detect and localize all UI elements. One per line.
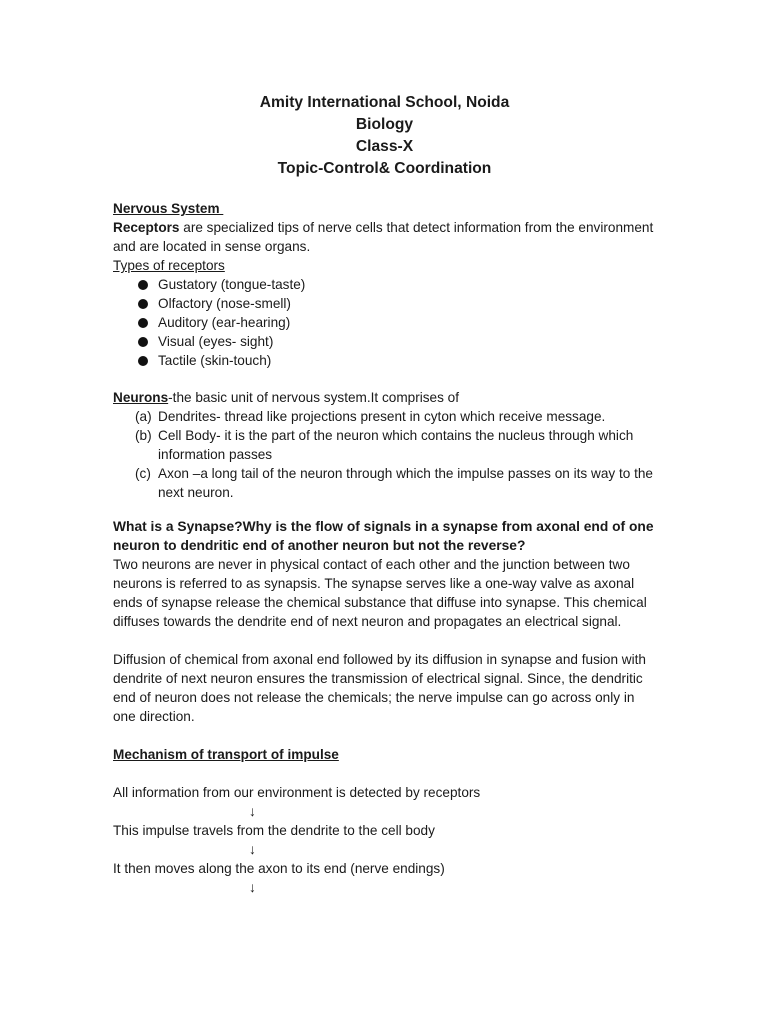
mechanism-step-3: It then moves along the axon to its end (nerve endings) [113, 861, 445, 876]
mechanism-step-2: This impulse travels from the dendrite to the cell body [113, 823, 435, 838]
receptors-text: are specialized tips of nerve cells that detect information from the environment and are located in sense organs. [113, 220, 654, 254]
neurons-text: -the basic unit of nervous system.It comprises of [168, 390, 460, 405]
nervous-system-heading: Nervous System [113, 201, 224, 216]
down-arrow-icon: ↓ [249, 841, 256, 857]
synapse-paragraph-1: Two neurons are never in physical contact of each other and the junction between two neurons is referred to as synapsis. The synapse serves like a one-way valve as axonal ends of synapse release the chemical substance that diffuse into synapse. This chemical diffuses towards the dendrite end of next neuron and propagates an electrical signal. [113, 557, 647, 629]
mechanism-heading: Mechanism of transport of impulse [113, 747, 339, 762]
list-item: Olfactory (nose-smell) [137, 294, 658, 313]
list-item [113, 426, 658, 464]
synapse-question [113, 517, 658, 555]
neuron-parts-list [113, 407, 658, 502]
types-of-receptors-heading: Types of receptors [113, 258, 225, 273]
list-item: Visual (eyes- sight) [137, 332, 658, 351]
subject-title: Biology [355, 116, 414, 133]
down-arrow-icon: ↓ [249, 803, 256, 819]
list-marker: (a) [135, 409, 152, 424]
topic-title: Topic-Control& Coordination [277, 160, 492, 177]
class-title: Class-X [355, 138, 414, 155]
document-page [113, 92, 658, 897]
neurons-term: Neurons [113, 390, 169, 405]
list-item-text: Axon –a long tail of the neuron through which the impulse passes on its way to the next neuron. [158, 466, 653, 500]
receptors-paragraph [113, 218, 658, 256]
synapse-paragraph-2: Diffusion of chemical from axonal end followed by its diffusion in synapse and fusion with dendrite of next neuron ensures the transmission of electrical signal. Since, the dendritic end of neuron does not release the chemicals; the nerve impulse can go across only in one direction. [113, 652, 646, 724]
mechanism-step-1: All information from our environment is detected by receptors [113, 785, 481, 800]
list-item: Tactile (skin-touch) [137, 351, 658, 370]
list-item-text: Cell Body- it is the part of the neuron which contains the nucleus through which information passes [158, 428, 634, 462]
synapse-question-b: Why is the flow of signals in a synapse from axonal end of one neuron to dendritic end of another neuron but not the reverse? [113, 519, 654, 553]
list-item: Auditory (ear-hearing) [137, 313, 658, 332]
document-header [111, 92, 658, 180]
list-item-text: Dendrites- thread like projections present in cyton which receive message. [158, 409, 606, 424]
list-marker: (c) [135, 466, 151, 481]
receptors-term: Receptors [113, 220, 180, 235]
list-item [113, 407, 658, 426]
school-name: Amity International School, Noida [259, 94, 510, 111]
list-marker: (b) [135, 428, 152, 443]
receptor-types-list [113, 275, 658, 370]
neurons-paragraph [113, 388, 658, 407]
down-arrow-icon: ↓ [249, 879, 256, 895]
list-item: Gustatory (tongue-taste) [137, 275, 658, 294]
synapse-question-a: What is a Synapse? [113, 519, 243, 534]
list-item [113, 464, 658, 502]
